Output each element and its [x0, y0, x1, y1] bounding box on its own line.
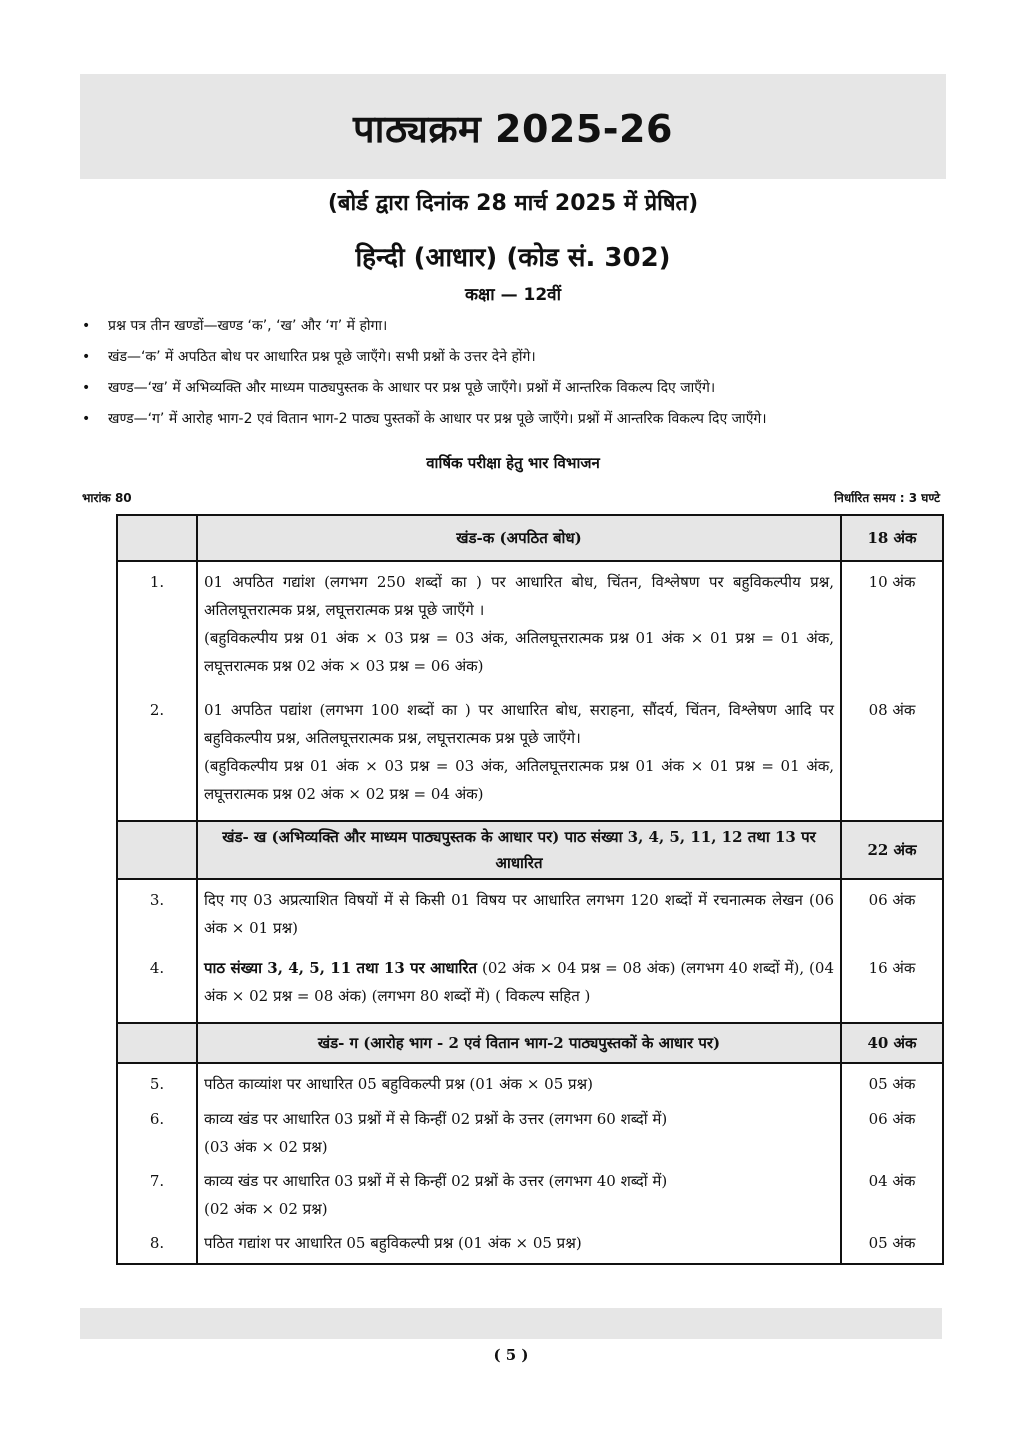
- question-text: काव्य खंड पर आधारित 03 प्रश्नों में से किन्हीं 02 प्रश्नों के उत्तर (लगभग 40 शब्दों में): [204, 1172, 668, 1190]
- class-label: कक्षा — 12वीं: [465, 285, 561, 305]
- question-description: [197, 879, 841, 942]
- question-text: पठित गद्यांश पर आधारित 05 बहुविकल्पी प्रश्न (01 अंक × 05 प्रश्न): [204, 1234, 582, 1252]
- question-marks: 05 अंक: [841, 1223, 943, 1264]
- subject-heading: हिन्दी (आधार) (कोड सं. 302): [355, 243, 671, 273]
- issue-note: (बोर्ड द्वारा दिनांक 28 मार्च 2025 में प्रेषित): [327, 191, 699, 216]
- question-detail: (बहुविकल्पीय प्रश्न 01 अंक × 03 प्रश्न = 03 अंक, अतिलघूत्तरात्मक प्रश्न 01 अंक × 01 प्रश्न = 01 अंक, लघूत्तरात्मक प्रश्न 02 अंक × 03 प्रश्न = 06 अंक): [204, 629, 834, 675]
- question-text: पठित काव्यांश पर आधारित 05 बहुविकल्पी प्रश्न (01 अंक × 05 प्रश्न): [204, 1075, 594, 1093]
- question-marks: 08 अंक: [841, 680, 943, 821]
- question-number: 5.: [117, 1063, 197, 1099]
- question-detail: (02 अंक × 02 प्रश्न): [204, 1200, 328, 1218]
- question-description: [197, 680, 841, 821]
- section-title: खंड-क (अपठित बोध): [197, 515, 841, 561]
- instruction-text: खण्ड—‘ग’ में आरोह भाग-2 एवं वितान भाग-2 पाठ्य पुस्तकों के आधार पर प्रश्न पूछे जाएँगे। प्रश्नों में आन्तरिक विकल्प दिए जाएँगे।: [108, 411, 767, 427]
- section-marks: 40 अंक: [841, 1023, 943, 1063]
- section-marks: 22 अंक: [841, 821, 943, 879]
- table-row: [117, 680, 943, 821]
- weightage-heading: वार्षिक परीक्षा हेतु भार विभाजन: [426, 454, 600, 472]
- question-number: 4.: [117, 942, 197, 1023]
- table-row: [117, 879, 943, 942]
- question-marks: 16 अंक: [841, 942, 943, 1023]
- bullet-icon: •: [82, 380, 91, 396]
- section-num-cell: [117, 515, 197, 561]
- question-marks: 06 अंक: [841, 1099, 943, 1161]
- instruction-list: [82, 316, 952, 440]
- question-text: 01 अपठित पद्यांश (लगभग 100 शब्दों का ) पर आधारित बोध, सराहना, सौंदर्य, चिंतन, विश्लेषण आदि पर बहुविकल्पीय प्रश्न, अतिलघूत्तरात्मक प्रश्न, लघूत्तरात्मक प्रश्न पूछे जाएँगे।: [204, 701, 834, 747]
- time-allowed: निर्धारित समय : 3 घण्टे: [834, 491, 940, 505]
- question-description: [197, 1063, 841, 1099]
- section-num-cell: [117, 1023, 197, 1063]
- question-number: 2.: [117, 680, 197, 821]
- question-description: [197, 1099, 841, 1161]
- section-header-row: [117, 821, 943, 879]
- section-title: खंड- ग (आरोह भाग - 2 एवं वितान भाग-2 पाठ्यपुस्तकों के आधार पर): [197, 1023, 841, 1063]
- question-description: [197, 1161, 841, 1223]
- section-marks: 18 अंक: [841, 515, 943, 561]
- instruction-text: प्रश्न पत्र तीन खण्डों—खण्ड ‘क’, ‘ख’ और ‘ग’ में होगा।: [108, 318, 388, 334]
- question-marks: 10 अंक: [841, 561, 943, 680]
- instruction-item: [82, 316, 952, 347]
- question-text: दिए गए 03 अप्रत्याशित विषयों में से किसी 01 विषय पर आधारित लगभग 120 शब्दों में रचनात्मक लेखन (06 अंक × 01 प्रश्न): [204, 891, 834, 937]
- question-bold-lead: पाठ संख्या 3, 4, 5, 11 तथा 13 पर आधारित: [204, 959, 478, 977]
- instruction-item: [82, 347, 952, 378]
- question-number: 1.: [117, 561, 197, 680]
- bullet-icon: •: [82, 411, 91, 427]
- table-row: [117, 942, 943, 1023]
- instruction-text: खंड—‘क’ में अपठित बोध पर आधारित प्रश्न पूछे जाएँगे। सभी प्रश्नों के उत्तर देने होंगे।: [108, 349, 536, 365]
- question-marks: 04 अंक: [841, 1161, 943, 1223]
- question-text: काव्य खंड पर आधारित 03 प्रश्नों में से किन्हीं 02 प्रश्नों के उत्तर (लगभग 60 शब्दों में): [204, 1110, 668, 1128]
- question-number: 3.: [117, 879, 197, 942]
- instruction-item: [82, 378, 952, 409]
- section-header-row: [117, 1023, 943, 1063]
- question-detail: (बहुविकल्पीय प्रश्न 01 अंक × 03 प्रश्न = 03 अंक, अतिलघूत्तरात्मक प्रश्न 01 अंक × 01 प्रश्न = 01 अंक, लघूत्तरात्मक प्रश्न 02 अंक × 02 प्रश्न = 04 अंक): [204, 757, 834, 803]
- table-row: [117, 561, 943, 680]
- footer-band: [80, 1308, 942, 1339]
- section-header-row: [117, 515, 943, 561]
- instruction-text: खण्ड—‘ख’ में अभिव्यक्ति और माध्यम पाठ्यपुस्तक के आधार पर प्रश्न पूछे जाएँगे। प्रश्नों में आन्तरिक विकल्प दिए जाएँगे।: [108, 380, 716, 396]
- page-title: पाठ्यक्रम 2025-26: [353, 107, 673, 151]
- page-number: ( 5 ): [493, 1346, 529, 1364]
- bullet-icon: •: [82, 349, 91, 365]
- section-title: खंड- ख (अभिव्यक्ति और माध्यम पाठ्यपुस्तक के आधार पर) पाठ संख्या 3, 4, 5, 11, 12 तथा 13 पर आधारित: [197, 821, 841, 879]
- question-description: [197, 942, 841, 1023]
- table-row: [117, 1099, 943, 1161]
- question-marks: 06 अंक: [841, 879, 943, 942]
- question-detail: (03 अंक × 02 प्रश्न): [204, 1138, 328, 1156]
- total-marks: भारांक 80: [82, 491, 132, 505]
- question-number: 6.: [117, 1099, 197, 1161]
- question-description: [197, 561, 841, 680]
- table-row: [117, 1063, 943, 1099]
- question-number: 7.: [117, 1161, 197, 1223]
- table-row: [117, 1223, 943, 1264]
- question-number: 8.: [117, 1223, 197, 1264]
- table-row: [117, 1161, 943, 1223]
- section-num-cell: [117, 821, 197, 879]
- bullet-icon: •: [82, 318, 91, 334]
- instruction-item: [82, 409, 952, 440]
- question-text: 01 अपठित गद्यांश (लगभग 250 शब्दों का ) पर आधारित बोध, चिंतन, विश्लेषण पर बहुविकल्पीय प्रश्न, अतिलघूत्तरात्मक प्रश्न, लघूत्तरात्मक प्रश्न पूछे जाएँगे ।: [204, 573, 834, 619]
- question-text: (02 अंक × 04 प्रश्न = 08 अंक) (लगभग 40 शब्दों में), (04 अंक × 02 प्रश्न = 08 अंक) (लगभग 80 शब्दों में) ( विकल्प सहित ): [204, 959, 834, 1005]
- question-marks: 05 अंक: [841, 1063, 943, 1099]
- marks-distribution-table: [116, 514, 944, 1265]
- question-description: [197, 1223, 841, 1264]
